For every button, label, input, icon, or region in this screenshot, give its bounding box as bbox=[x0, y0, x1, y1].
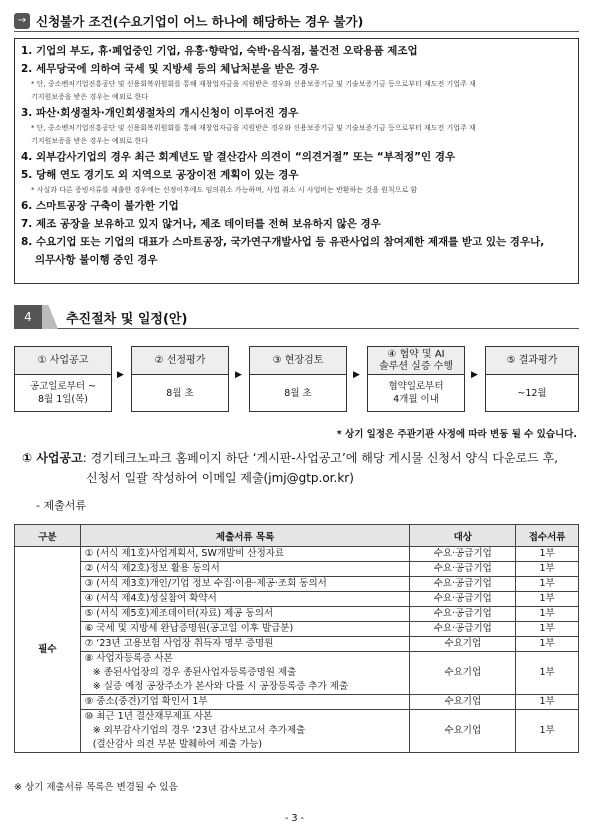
section-title: 신청불가 조건(수요기업이 어느 하나에 해당하는 경우 불가) bbox=[36, 13, 364, 29]
condition-item: 6. 스마트공장 구축이 불가한 기업 bbox=[21, 200, 179, 212]
step-desc: 협약일로부터 4개월 이내 bbox=[388, 381, 444, 405]
condition-item: 2. 세무당국에 의하여 국세 및 지방세 등의 체납처분을 받은 경우 bbox=[21, 63, 319, 75]
flow-arrow-icon: ▶ bbox=[235, 370, 242, 380]
column-header: 구분 bbox=[15, 525, 81, 547]
step-desc: 8월 초 bbox=[166, 387, 194, 399]
section-header-procedure bbox=[14, 305, 579, 329]
condition-item: 5. 당해 연도 경기도 외 지역으로 공장이전 계획이 있는 경우 bbox=[21, 169, 299, 181]
table-header-row bbox=[15, 525, 579, 547]
section-number: 4 bbox=[14, 305, 42, 329]
step-label: ② 선정평가 bbox=[132, 347, 228, 375]
submission-docs-table bbox=[14, 524, 579, 753]
condition-note: 기지원보증을 받은 경우는 예외로 한다 bbox=[31, 93, 149, 101]
condition-item: 1. 기업의 부도, 휴·폐업중인 기업, 유흥·향락업, 숙박·음식점, 불건전 오락용품 제조업 bbox=[21, 45, 418, 57]
step-desc: ~12월 bbox=[517, 387, 547, 399]
section-header-ineligibility bbox=[14, 10, 579, 32]
arrow-right-icon: → bbox=[14, 13, 30, 29]
step-label: ① 사업공고 bbox=[15, 347, 111, 375]
process-step-announcement bbox=[14, 346, 112, 412]
condition-note: * 사실과 다른 증빙서류를 제출한 경우에는 선정이후에도 임의취소 가능하며, 사업 취소 시 사업비는 반환하는 것을 원칙으로 함 bbox=[31, 186, 418, 194]
flow-arrow-icon: ▶ bbox=[117, 370, 124, 380]
application-line: : 경기테크노파크 홈페이지 하단 ‘게시판-사업공고’에 해당 게시물 신청서 양식 다운로드 후, bbox=[82, 451, 558, 465]
table-row: ④ (서식 제4호)성실참여 확약서 수요·공급기업 1부 bbox=[15, 592, 579, 607]
condition-item: 8. 수요기업 또는 기업의 대표가 스마트공장, 국가연구개발사업 등 유관사업의 참여제한 제재를 받고 있는 경우나, bbox=[21, 236, 545, 248]
table-row: ⑨ 중소(중견)기업 확인서 1부 수요기업 1부 bbox=[15, 695, 579, 710]
condition-item: 7. 제조 공장을 보유하고 있지 않거나, 제조 데이터를 전혀 보유하지 않은 경우 bbox=[21, 218, 381, 230]
section-title: 추진절차 및 일정(안) bbox=[66, 312, 188, 327]
table-row: ⑤ (서식 제5호)제조데이터(자료) 제공 동의서 수요·공급기업 1부 bbox=[15, 607, 579, 622]
application-instructions bbox=[22, 448, 582, 488]
schedule-note: * 상기 일정은 주관기관 사정에 따라 변동 될 수 있습니다. bbox=[336, 429, 577, 440]
process-step-result bbox=[485, 346, 579, 412]
step-desc: 공고일로부터 ~ 8월 1일(목) bbox=[29, 381, 97, 405]
section-header-band bbox=[42, 305, 58, 329]
table-row: ⑦ ‘23년 고용보험 사업장 취득자 명부 증명원 수요기업 1부 bbox=[15, 637, 579, 652]
step-label: ⑤ 결과평가 bbox=[486, 347, 578, 375]
table-row: ③ (서식 제3호)개인/기업 정보 수집·이용·제공·조회 동의서 수요·공급기업 1부 bbox=[15, 577, 579, 592]
page-number: - 3 - bbox=[285, 813, 304, 824]
condition-item: 3. 파산·회생절차·개인회생절차의 개시신청이 이루어진 경우 bbox=[21, 107, 299, 119]
table-row: ② (서식 제2호)정보 활용 동의서 수요·공급기업 1부 bbox=[15, 562, 579, 577]
footnote: ※ 상기 제출서류 목록은 변경될 수 있음 bbox=[14, 782, 178, 793]
application-lead: ① 사업공고 bbox=[22, 451, 83, 465]
flow-arrow-icon: ▶ bbox=[471, 370, 478, 380]
process-step-site-review bbox=[249, 346, 347, 412]
flow-arrow-icon: ▶ bbox=[353, 370, 360, 380]
step-label: ④ 협약 및 AI 솔루션 실증 수행 bbox=[368, 347, 464, 375]
ineligibility-conditions-box bbox=[14, 38, 579, 284]
column-header: 접수서류 bbox=[516, 525, 579, 547]
step-label: ③ 현장검토 bbox=[250, 347, 346, 375]
process-step-agreement bbox=[367, 346, 465, 412]
condition-item: 4. 외부감사기업의 경우 최근 회계년도 말 결산감사 의견이 “의견거절” 또는 “부적정”인 경우 bbox=[21, 151, 456, 163]
table-row: ⑥ 국세 및 지방세 완납증명원(공고일 이후 발급분) 수요·공급기업 1부 bbox=[15, 622, 579, 637]
step-desc: 8월 초 bbox=[284, 387, 312, 399]
category-cell: 필수 bbox=[15, 547, 81, 753]
condition-note: 기지원보증을 받은 경우는 예외로 한다 bbox=[31, 137, 149, 145]
table-row: ⑩ 최근 1년 결산재무제표 사본 ※ 외부감사기업의 경우 ‘23년 감사보고서 추가제출 (결산감사 의견 부분 발췌하여 제출 가능) 수요기업 1부 bbox=[15, 710, 579, 753]
column-header: 대상 bbox=[410, 525, 516, 547]
column-header: 제출서류 목록 bbox=[80, 525, 410, 547]
process-step-evaluation bbox=[131, 346, 229, 412]
condition-note: * 단, 중소벤처기업진흥공단 및 신용회복위원회를 통해 재창업자금을 지원받은 경우와 신용보증기금 및 기술보증기금 등으로부터 재도전 기업주 재 bbox=[31, 80, 476, 88]
condition-note: * 단, 중소벤처기업진흥공단 및 신용회복위원회를 통해 재창업자금을 지원받은 경우와 신용보증기금 및 기술보증기금 등으로부터 재도전 기업주 재 bbox=[31, 124, 476, 132]
application-line: 신청서 일괄 작성하여 이메일 제출(jmj@gtp.or.kr) bbox=[86, 471, 354, 485]
table-row: ⑧ 사업자등록증 사본 ※ 종된사업장의 경우 종된사업자등록증명원 제출 ※ 실증 예정 공장주소가 본사와 다를 시 공장등록증 추가 제출 수요기업 1부 bbox=[15, 652, 579, 695]
table-row: 필수 ① (서식 제1호)사업계획서, SW개발비 산정자료 수요·공급기업 1부 bbox=[15, 547, 579, 562]
submission-docs-label: - 제출서류 bbox=[36, 499, 86, 512]
condition-item-continued: 의무사항 불이행 중인 경우 bbox=[35, 254, 158, 266]
